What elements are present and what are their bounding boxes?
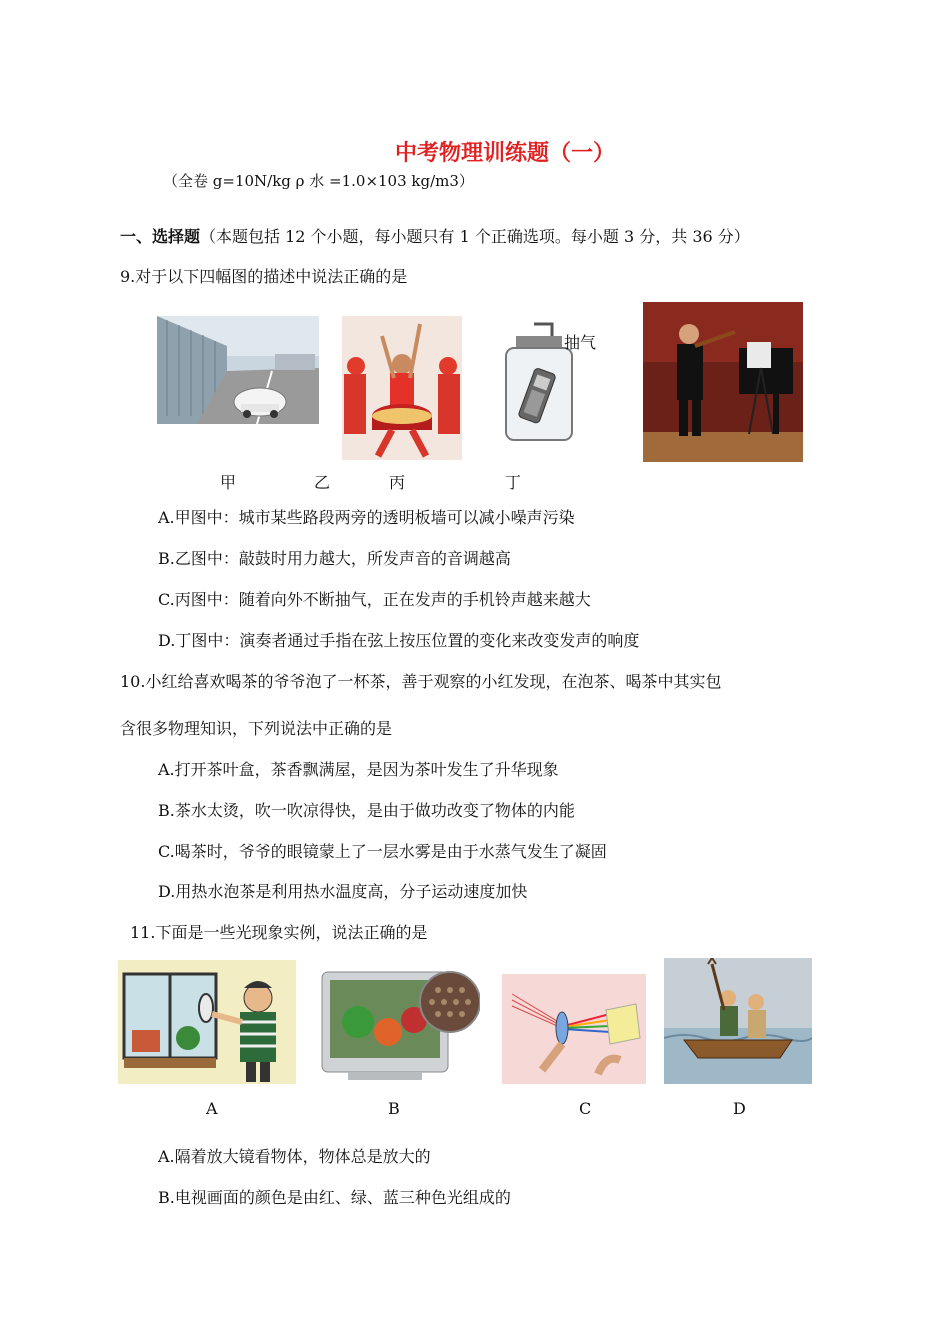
section-heading [120,224,750,247]
figure-magnifier-window [118,960,296,1084]
q9-caption-3: 丙 [389,473,406,492]
q11-caption-c: C [579,1099,592,1118]
q11-option-b: B.电视画面的颜色是由红、绿、蓝三种色光组成的 [158,1188,511,1207]
question-10-stem-line2: 含很多物理知识，下列说法中正确的是 [120,719,393,738]
figure-drummer [342,316,462,460]
q10-option-d: D.用热水泡茶是利用热水温度高，分子运动速度加快 [158,882,528,901]
q10-option-b: B.茶水太烫，吹一吹凉得快，是由于做功改变了物体的内能 [158,801,575,820]
jar-label: 抽气 [564,333,597,352]
constants-note: （全卷 g=10N/kg ρ 水 =1.0×103 kg/m3） [163,172,474,190]
q11-caption-a: A [206,1099,218,1118]
q9-caption-1: 甲 [220,473,237,492]
q9-caption-4: 丁 [505,473,522,492]
figure-highway-barrier [157,316,319,424]
question-11-stem: 11.下面是一些光现象实例，说法正确的是 [130,923,428,942]
figure-prism-dispersion [502,974,646,1084]
q9-option-c: C.丙图中：随着向外不断抽气，正在发声的手机铃声越来越大 [158,590,591,609]
q9-option-a: A.甲图中：城市某些路段两旁的透明板墙可以减小噪声污染 [158,508,575,527]
page-title: 中考物理训练题（一） [394,141,615,166]
q9-caption-2: 乙 [314,473,331,492]
figure-spear-fishing [664,958,812,1084]
question-10-stem-line1: 10.小红给喜欢喝茶的爷爷泡了一杯茶，善于观察的小红发现，在泡茶、喝茶中其实包 [120,672,722,691]
q10-option-c: C.喝茶时，爷爷的眼镜蒙上了一层水雾是由于水蒸气发生了凝固 [158,842,607,861]
q11-caption-d: D [733,1099,746,1118]
section-note: （本题包括 12 个小题，每小题只有 1 个正确选项。每小题 3 分，共 36 分） [200,227,750,246]
q11-option-a: A.隔着放大镜看物体，物体总是放大的 [158,1147,431,1166]
question-9-stem: 9.对于以下四幅图的描述中说法正确的是 [120,267,408,286]
figure-bell-jar-phone [500,316,620,448]
figure-violinist [643,302,803,462]
q9-option-d: D.丁图中：演奏者通过手指在弦上按压位置的变化来改变发声的响度 [158,631,640,650]
figure-tv-pixels [318,962,480,1086]
q10-option-a: A.打开茶叶盒，茶香飘满屋，是因为茶叶发生了升华现象 [158,760,559,779]
section-title: 一、选择题 [120,227,201,246]
q9-option-b: B.乙图中：敲鼓时用力越大，所发声音的音调越高 [158,549,511,568]
q11-caption-b: B [388,1099,400,1118]
